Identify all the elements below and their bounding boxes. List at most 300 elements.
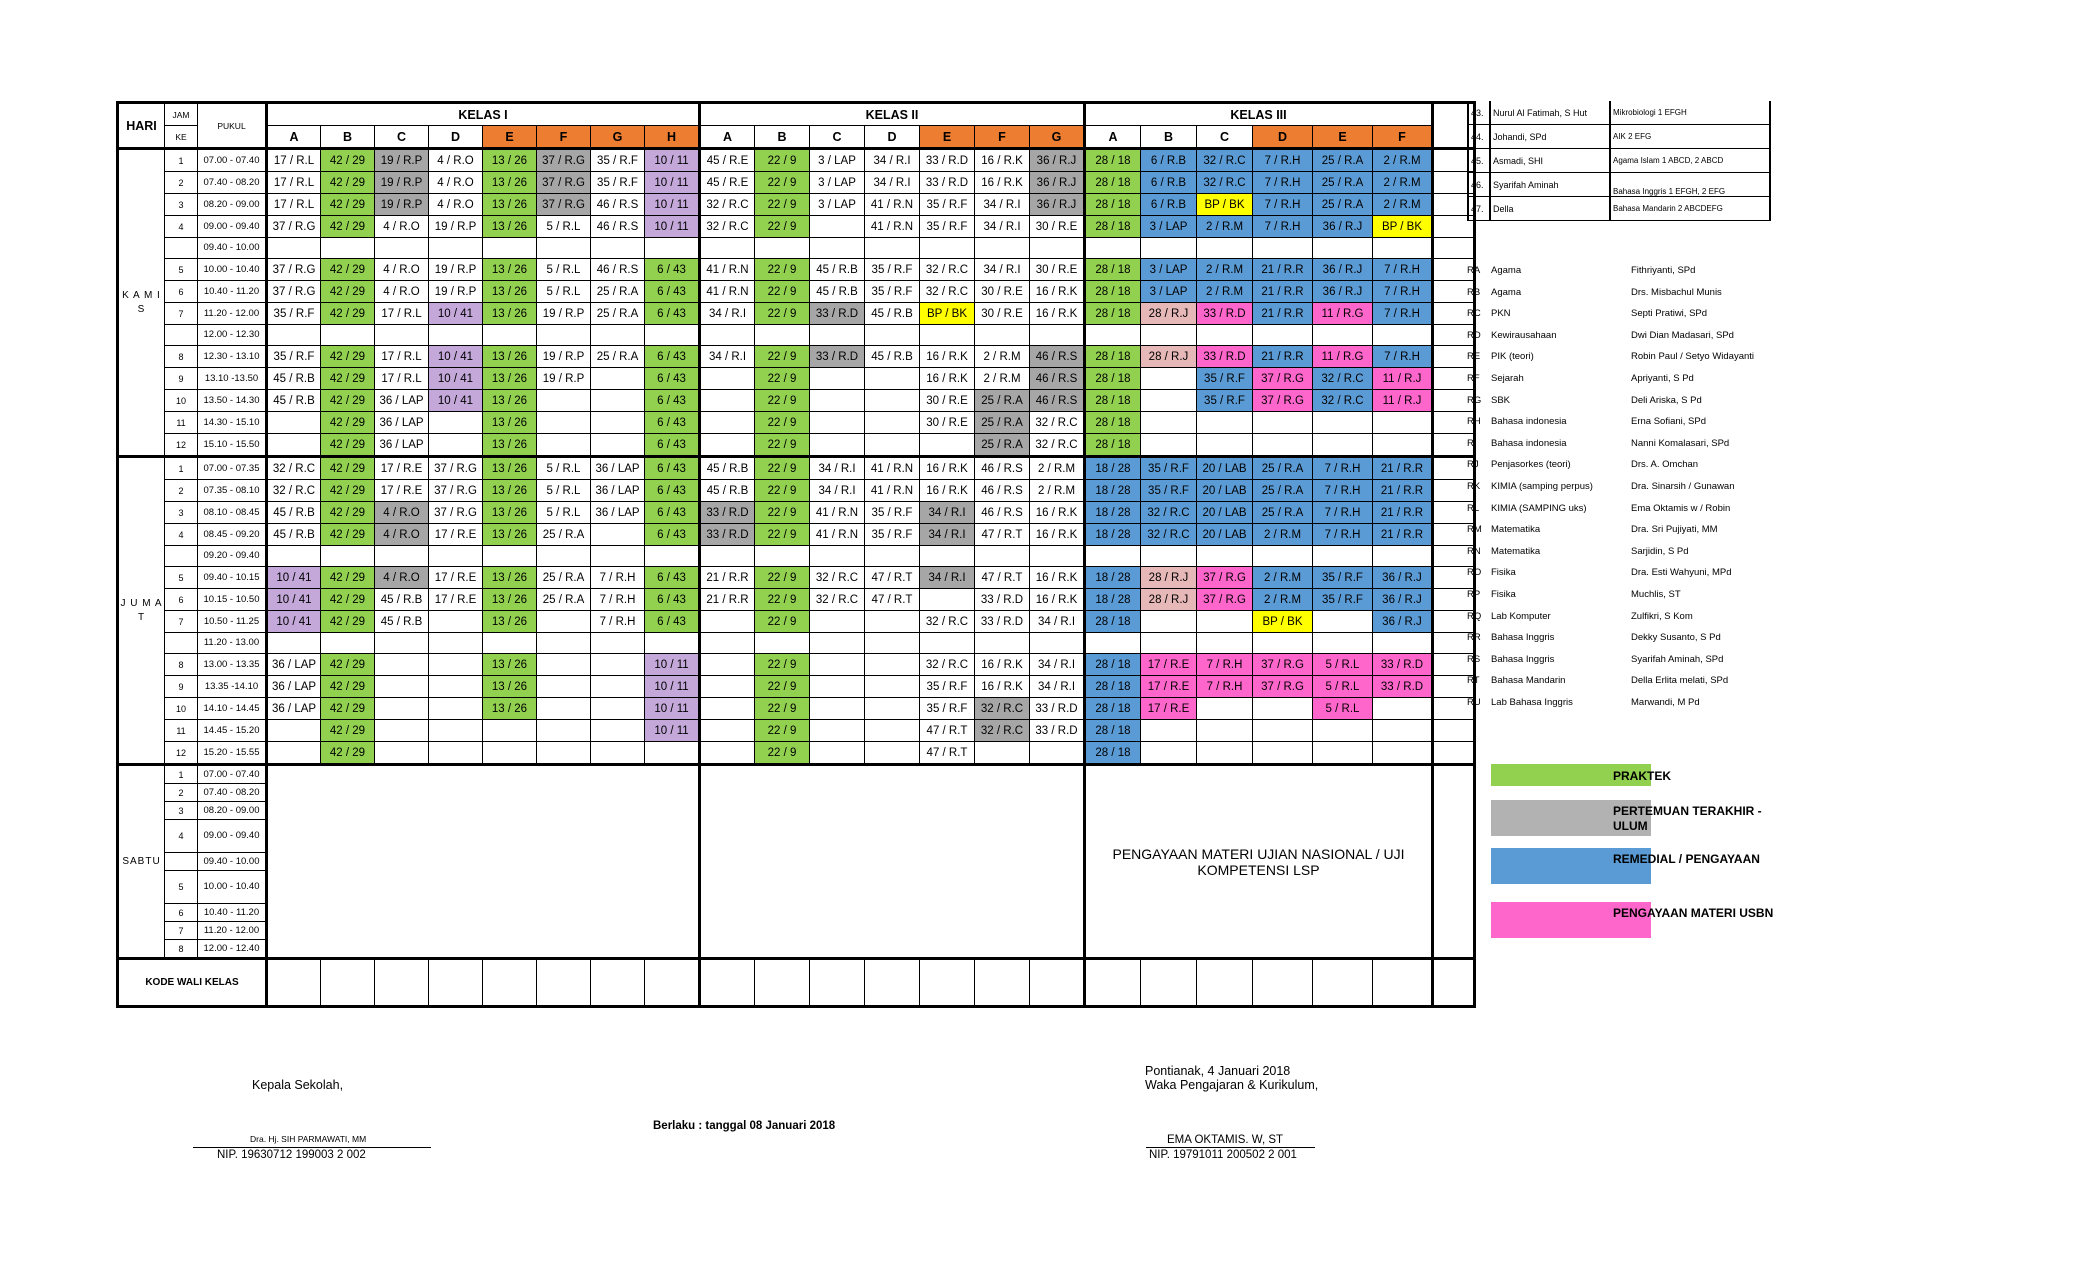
schedule-cell [537, 368, 591, 390]
schedule-cell [537, 742, 591, 765]
subject-teacher: Septi Pratiwi, SPd [1631, 308, 1708, 320]
jam-ke-cell: 4 [165, 524, 198, 546]
schedule-cell [700, 281, 755, 303]
schedule-cell [483, 412, 537, 434]
schedule-cell [810, 567, 865, 589]
subject-code: RH [1467, 416, 1481, 428]
schedule-cell [1197, 698, 1253, 720]
schedule-cell [920, 259, 975, 281]
schedule-cell [810, 149, 865, 172]
break-cell [483, 633, 537, 654]
cell-value: 7 / R.H [599, 571, 636, 584]
cell-value: 32 / R.C [925, 658, 969, 671]
cell-value: 2 / R.M [1383, 176, 1421, 189]
cell-value: 25 / R.A [981, 394, 1023, 407]
cell-value: 25 / R.A [1261, 484, 1304, 497]
schedule-cell [865, 698, 920, 720]
cell-value: 17 / R.E [1147, 680, 1190, 693]
jam-ke-cell: 9 [165, 676, 198, 698]
kode-wali-label: KODE WALI KELAS [118, 959, 267, 1007]
schedule-cell [483, 567, 537, 589]
schedule-cell [975, 346, 1030, 368]
schedule-cell [1141, 524, 1197, 546]
schedule-row [118, 611, 1475, 633]
schedule-cell [865, 480, 920, 502]
schedule-cell [1030, 502, 1085, 524]
cell-value: 13 / 26 [491, 176, 528, 189]
cell-value: 4 / R.O [383, 220, 420, 233]
schedule-cell [1253, 457, 1313, 480]
cell-value: 2 / R.M [1037, 462, 1076, 475]
cell-value: 28 / R.J [1148, 571, 1189, 584]
cell-value: 35 / R.F [926, 220, 968, 233]
pukul-cell: 12.00 - 12.40 [198, 940, 267, 959]
cell-value: 19 / R.P [542, 372, 585, 385]
schedule-cell [1141, 502, 1197, 524]
cell-value: 25 / R.A [542, 571, 585, 584]
class-column-header: F [975, 126, 1030, 149]
schedule-cell [267, 281, 321, 303]
cell-value: 6 / 43 [657, 506, 686, 519]
cell-value: 25 / R.A [1261, 462, 1304, 475]
schedule-cell [975, 654, 1030, 676]
cell-value: 6 / R.B [1150, 154, 1187, 167]
schedule-cell [645, 524, 700, 546]
schedule-cell [537, 524, 591, 546]
schedule-cell [1253, 390, 1313, 412]
break-cell [1141, 238, 1197, 259]
schedule-cell [483, 698, 537, 720]
schedule-table [116, 101, 1476, 1008]
cell-value: 5 / R.L [546, 506, 581, 519]
schedule-cell [865, 654, 920, 676]
schedule-cell [920, 742, 975, 765]
break-cell [1373, 238, 1433, 259]
cell-value: 28 / 18 [1095, 680, 1131, 693]
cell-value: 13 / 26 [491, 263, 528, 276]
schedule-cell [755, 346, 810, 368]
schedule-cell [645, 742, 700, 765]
schedule-cell [321, 434, 375, 457]
pukul-cell: 11.20 - 12.00 [198, 922, 267, 940]
subject-name: Penjasorkes (teori) [1491, 459, 1571, 471]
schedule-cell [975, 720, 1030, 742]
cell-value: 37 / R.G [1203, 593, 1246, 606]
subject-code: RT [1467, 675, 1480, 687]
schedule-cell [1253, 368, 1313, 390]
schedule-cell [810, 589, 865, 611]
schedule-cell [321, 611, 375, 633]
teacher-row [1468, 149, 1770, 173]
cell-value: 22 / 9 [767, 285, 797, 298]
cell-value: 41 / R.N [815, 528, 859, 541]
subject-teacher: Nanni Komalasari, SPd [1631, 437, 1730, 449]
cell-value: 16 / R.K [926, 350, 968, 363]
cell-value: 19 / R.P [434, 220, 477, 233]
break-cell [975, 633, 1030, 654]
break-cell [267, 238, 321, 259]
schedule-cell [321, 149, 375, 172]
schedule-row [118, 654, 1475, 676]
schedule-cell [267, 216, 321, 238]
cell-value: 35 / R.F [871, 528, 913, 541]
schedule-cell [645, 698, 700, 720]
cell-value: 45 / R.B [816, 263, 858, 276]
cell-value: 16 / R.K [1035, 528, 1078, 541]
schedule-cell [645, 567, 700, 589]
class-column-header: D [865, 126, 920, 149]
cell-value: 45 / R.B [273, 394, 315, 407]
break-cell [975, 238, 1030, 259]
schedule-cell [591, 698, 645, 720]
schedule-cell [429, 589, 483, 611]
cell-value: 33 / R.D [706, 528, 749, 541]
cell-value: 42 / 29 [329, 724, 366, 737]
schedule-cell [483, 480, 537, 502]
schedule-cell [645, 589, 700, 611]
cell-value: 35 / R.F [926, 702, 968, 715]
cell-value: 10 / 41 [437, 307, 474, 320]
schedule-cell [267, 194, 321, 216]
schedule-cell [755, 589, 810, 611]
schedule-cell [537, 502, 591, 524]
schedule-cell [1141, 412, 1197, 434]
schedule-cell [591, 259, 645, 281]
cell-value: 30 / R.E [926, 416, 968, 429]
schedule-cell [865, 412, 920, 434]
cell-value: 2 / R.M [1205, 220, 1244, 233]
cell-value: 32 / R.C [1203, 154, 1246, 167]
cell-value: 25 / R.A [542, 528, 585, 541]
cell-value: 5 / R.L [546, 263, 581, 276]
class-column-header: C [810, 126, 865, 149]
schedule-cell [1085, 390, 1141, 412]
schedule-cell [1253, 216, 1313, 238]
cell-value: 28 / 18 [1095, 615, 1131, 628]
cell-value: 22 / 9 [767, 615, 797, 628]
cell-value: 42 / 29 [329, 220, 366, 233]
class-column-header: E [1313, 126, 1373, 149]
schedule-cell [645, 434, 700, 457]
break-row [118, 633, 1475, 654]
cell-value: 22 / 9 [767, 372, 797, 385]
schedule-cell [645, 654, 700, 676]
schedule-cell [1313, 567, 1373, 589]
break-cell [321, 546, 375, 567]
cell-value: 30 / R.E [981, 307, 1023, 320]
cell-value: 22 / 9 [767, 593, 797, 606]
schedule-cell [1197, 346, 1253, 368]
schedule-cell [1141, 698, 1197, 720]
schedule-cell [1373, 502, 1433, 524]
schedule-cell [1253, 502, 1313, 524]
schedule-cell [1253, 281, 1313, 303]
cell-value: 7 / R.H [1324, 484, 1361, 497]
cell-value: 6 / R.B [1150, 176, 1187, 189]
cell-value: 28 / 18 [1095, 372, 1131, 385]
kode-wali-row [118, 959, 1475, 1007]
cell-value: 6 / 43 [657, 307, 686, 320]
schedule-cell [267, 390, 321, 412]
teacher-row [1468, 101, 1770, 125]
cell-value: 36 / R.J [1036, 176, 1077, 189]
cell-value: 34 / R.I [873, 154, 911, 167]
schedule-cell [810, 172, 865, 194]
schedule-cell [267, 698, 321, 720]
cell-value: 10 / 11 [654, 220, 689, 233]
pukul-cell: 12.30 - 13.10 [198, 346, 267, 368]
cell-value: 17 / R.L [273, 176, 315, 189]
break-cell [1197, 546, 1253, 567]
subject-name: Agama [1491, 286, 1522, 298]
cell-value: 36 / LAP [271, 680, 317, 693]
cell-value: 37 / R.G [1261, 372, 1304, 385]
schedule-cell [645, 720, 700, 742]
waka-name: EMA OKTAMIS. W, ST [1167, 1134, 1284, 1146]
schedule-cell [1085, 611, 1141, 633]
schedule-cell [645, 502, 700, 524]
schedule-cell [537, 346, 591, 368]
subject-code: RQ [1467, 610, 1482, 622]
cell-value: 10 / 11 [654, 154, 689, 167]
cell-value: 33 / R.D [1380, 680, 1424, 693]
cell-value: 6 / 43 [657, 416, 686, 429]
break-cell [755, 633, 810, 654]
cell-value: 2 / R.M [983, 372, 1021, 385]
jam-ke-cell: 8 [165, 654, 198, 676]
cell-value: 42 / 29 [329, 372, 366, 385]
cell-value: 7 / R.H [1324, 506, 1361, 519]
pukul-cell: 15.10 - 15.50 [198, 434, 267, 457]
cell-value: 22 / 9 [767, 198, 797, 211]
schedule-cell [920, 281, 975, 303]
schedule-cell [1313, 390, 1373, 412]
schedule-cell [591, 412, 645, 434]
cell-value: 41 / R.N [870, 220, 914, 233]
cell-value: 35 / R.F [926, 198, 968, 211]
pukul-cell: 07.00 - 07.40 [198, 149, 267, 172]
schedule-cell [920, 172, 975, 194]
cell-value: 41 / R.N [706, 263, 749, 276]
schedule-cell [920, 412, 975, 434]
pukul-cell: 08.45 - 09.20 [198, 524, 267, 546]
cell-value: 35 / R.F [597, 154, 638, 167]
schedule-cell [975, 149, 1030, 172]
schedule-cell [1197, 524, 1253, 546]
schedule-cell [1373, 390, 1433, 412]
cell-value: 5 / R.L [546, 220, 581, 233]
jam-ke-cell: 3 [165, 502, 198, 524]
cell-value: 4 / R.O [383, 528, 420, 541]
schedule-cell [1141, 720, 1197, 742]
schedule-cell [1030, 742, 1085, 765]
cell-value: 19 / R.P [434, 263, 477, 276]
schedule-cell [865, 589, 920, 611]
cell-value: 34 / R.I [1037, 658, 1076, 671]
jam-ke-cell: 3 [165, 802, 198, 820]
cell-value: 5 / R.L [1325, 680, 1360, 693]
cell-value: 22 / 9 [767, 658, 797, 671]
schedule-cell [321, 524, 375, 546]
cell-value: 32 / R.C [1321, 394, 1364, 407]
cell-value: 19 / R.P [434, 285, 477, 298]
cell-value: 2 / R.M [1383, 198, 1421, 211]
schedule-cell [645, 676, 700, 698]
cell-value: 13 / 26 [491, 307, 528, 320]
break-cell [920, 325, 975, 346]
schedule-cell [429, 368, 483, 390]
schedule-cell [321, 216, 375, 238]
cell-value: 22 / 9 [767, 394, 797, 407]
schedule-cell [1373, 480, 1433, 502]
schedule-cell [1373, 281, 1433, 303]
schedule-cell [865, 368, 920, 390]
cell-value: 28 / R.J [1148, 307, 1189, 320]
cell-value: 17 / R.E [434, 528, 477, 541]
pukul-cell: 14.30 - 15.10 [198, 412, 267, 434]
schedule-cell [865, 742, 920, 765]
cell-value: 46 / R.S [596, 220, 639, 233]
schedule-cell [975, 742, 1030, 765]
schedule-cell [865, 567, 920, 589]
subject-teacher: Ema Oktamis w / Robin [1631, 502, 1731, 514]
schedule-cell [267, 480, 321, 502]
schedule-cell [700, 502, 755, 524]
break-cell [810, 546, 865, 567]
schedule-cell [537, 149, 591, 172]
cell-value: 45 / R.B [871, 350, 913, 363]
cell-value: 22 / 9 [767, 571, 797, 584]
schedule-cell [375, 390, 429, 412]
schedule-cell [1141, 368, 1197, 390]
cell-value: 2 / R.M [1263, 528, 1302, 541]
subject-teacher: Apriyanti, S Pd [1631, 373, 1694, 384]
cell-value: 6 / 43 [657, 285, 686, 298]
break-cell [1253, 546, 1313, 567]
schedule-cell [865, 149, 920, 172]
cell-value: 13 / 26 [491, 350, 528, 363]
schedule-cell [1141, 654, 1197, 676]
berlaku-date: Berlaku : tanggal 08 Januari 2018 [653, 1120, 836, 1132]
kode-wali-cell [1141, 959, 1197, 1007]
schedule-cell [1030, 412, 1085, 434]
cell-value: 37 / R.G [272, 263, 316, 276]
cell-value: 42 / 29 [329, 506, 366, 519]
subject-code: RF [1467, 373, 1480, 384]
schedule-cell [975, 172, 1030, 194]
schedule-cell [1313, 281, 1373, 303]
schedule-row [118, 194, 1475, 216]
schedule-cell [755, 259, 810, 281]
break-cell [645, 633, 700, 654]
break-cell [1197, 238, 1253, 259]
extra-column-cell [1433, 238, 1475, 259]
schedule-cell [375, 412, 429, 434]
schedule-cell [1085, 412, 1141, 434]
schedule-cell [1085, 368, 1141, 390]
pukul-cell: 09.40 - 10.00 [198, 853, 267, 871]
pukul-cell: 13.10 -13.50 [198, 368, 267, 390]
class-column-header: A [1085, 126, 1141, 149]
schedule-cell [591, 149, 645, 172]
break-cell [483, 325, 537, 346]
schedule-cell [1030, 589, 1085, 611]
cell-value: 33 / R.D [815, 307, 859, 320]
cell-value: 35 / R.F [1204, 372, 1245, 385]
break-cell [810, 238, 865, 259]
pukul-cell: 07.35 - 08.10 [198, 480, 267, 502]
legend-label: REMEDIAL / PENGAYAAN [1613, 852, 1760, 866]
schedule-cell [1313, 524, 1373, 546]
cell-value: 34 / R.I [983, 220, 1021, 233]
schedule-cell [1030, 281, 1085, 303]
schedule-cell [321, 589, 375, 611]
cell-value: 22 / 9 [767, 220, 797, 233]
cell-value: 3 / LAP [818, 198, 856, 211]
cell-value: 42 / 29 [329, 176, 366, 189]
cell-value: 30 / R.E [1035, 263, 1078, 276]
pukul-cell: 09.00 - 09.40 [198, 216, 267, 238]
schedule-cell [755, 567, 810, 589]
schedule-cell [1030, 434, 1085, 457]
schedule-cell [975, 368, 1030, 390]
cell-value: 7 / R.H [1324, 462, 1361, 475]
cell-value: 25 / R.A [596, 285, 639, 298]
schedule-cell [810, 346, 865, 368]
cell-value: 13 / 26 [491, 593, 528, 606]
cell-value: 2 / R.M [1263, 571, 1302, 584]
pukul-cell: 07.00 - 07.35 [198, 457, 267, 480]
schedule-cell [645, 368, 700, 390]
break-cell [1373, 546, 1433, 567]
cell-value: 45 / R.B [380, 615, 423, 628]
schedule-cell [375, 457, 429, 480]
cell-value: 3 / LAP [818, 176, 856, 189]
pukul-cell: 09.40 - 10.00 [198, 238, 267, 259]
cell-value: 6 / 43 [657, 571, 686, 584]
cell-value: 25 / R.A [596, 350, 639, 363]
cell-value: 6 / 43 [657, 462, 686, 475]
cell-value: 34 / R.I [1037, 680, 1076, 693]
schedule-cell [591, 742, 645, 765]
schedule-cell [591, 654, 645, 676]
cell-value: 30 / R.E [1035, 220, 1078, 233]
schedule-cell [591, 390, 645, 412]
cell-value: 17 / R.L [273, 198, 315, 211]
schedule-cell [1030, 194, 1085, 216]
subject-code: RG [1467, 394, 1482, 406]
schedule-cell [810, 698, 865, 720]
schedule-cell [537, 303, 591, 325]
cell-value: 32 / R.C [815, 593, 859, 606]
pukul-cell: 09.20 - 09.40 [198, 546, 267, 567]
schedule-cell [1197, 676, 1253, 698]
jam-ke-cell: 12 [165, 434, 198, 457]
schedule-cell [537, 434, 591, 457]
cell-value: 21 / R.R [1380, 462, 1424, 475]
schedule-cell [1197, 654, 1253, 676]
schedule-cell [483, 720, 537, 742]
schedule-cell [1313, 216, 1373, 238]
extra-column-cell [1433, 765, 1475, 959]
schedule-cell [267, 412, 321, 434]
kode-wali-cell [1030, 959, 1085, 1007]
cell-value: 16 / R.K [981, 176, 1023, 189]
cell-value: 3 / LAP [1149, 285, 1188, 298]
schedule-cell [591, 172, 645, 194]
schedule-cell [1030, 611, 1085, 633]
cell-value: 33 / R.D [1203, 307, 1246, 320]
